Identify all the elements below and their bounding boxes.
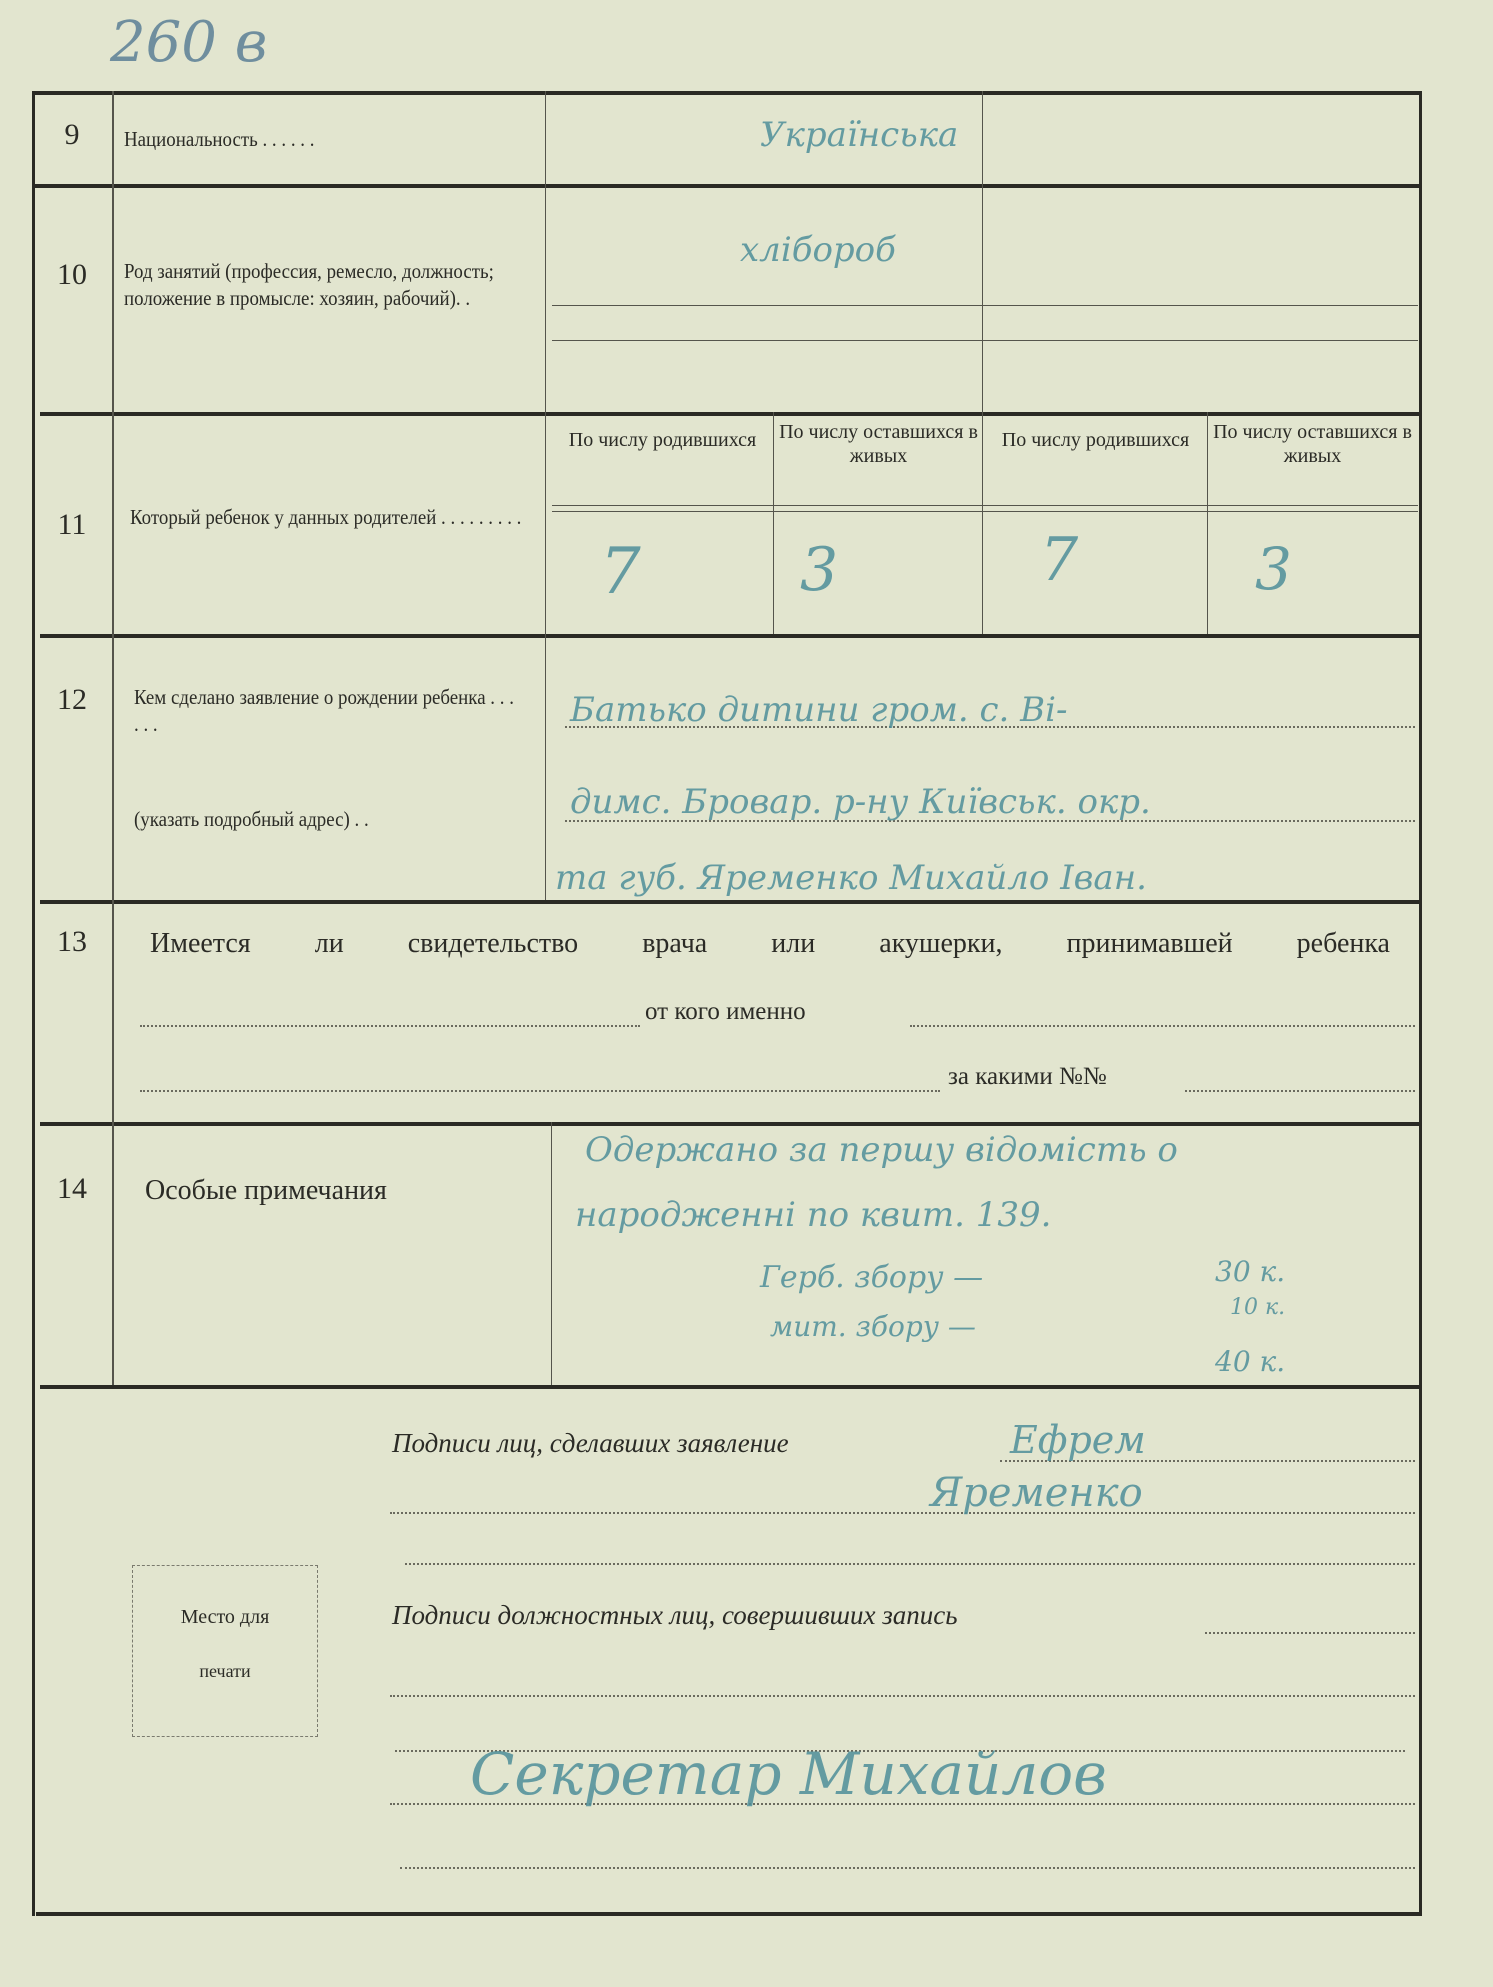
- child-order-label: Который ребенок у данных родителей . . . . . . . . .: [130, 505, 522, 529]
- seal-place-box: [132, 1565, 318, 1737]
- declarant-line: та губ. Яременко Михайло Іван.: [555, 858, 1147, 898]
- applicants-signature-label: Подписи лиц, сделавших заявление: [392, 1428, 789, 1458]
- amount: 30 к.: [1215, 1255, 1286, 1288]
- notes-line: народженні по квит. 139.: [575, 1195, 1052, 1235]
- row-number-9: 9: [64, 118, 80, 151]
- row-number-10: 10: [57, 258, 87, 291]
- address-label: (указать подробный адрес) . .: [134, 807, 369, 831]
- amount: 10 к.: [1230, 1295, 1286, 1320]
- row-number-11: 11: [57, 508, 87, 541]
- official-signature: Секретар Михайлов: [470, 1740, 1107, 1808]
- header-living: По числу оставшихся в живых: [1213, 421, 1412, 467]
- living-count: 3: [800, 535, 839, 605]
- certificate-question: Имеется ли свидетельство врача или акушерки, принимавшей ребенка: [150, 928, 1390, 959]
- living-count: 3: [1255, 535, 1292, 603]
- from-whom-label: от кого именно: [645, 998, 806, 1025]
- notes-label: Особые примечания: [145, 1175, 387, 1206]
- header-born: По числу родившихся: [568, 429, 757, 451]
- header-born: По числу родившихся: [1001, 429, 1190, 451]
- nationality-label: Национальность . . . . . .: [124, 127, 315, 151]
- row-number-12: 12: [57, 683, 87, 716]
- applicant-signature: Яременко: [930, 1470, 1143, 1516]
- notes-line: Герб. збору —: [760, 1260, 984, 1295]
- seal-place-label: печати: [199, 1661, 251, 1681]
- seal-place-label: Место для: [180, 1606, 270, 1628]
- declarant-label: Кем сделано заявление о рождении ребенка . . . . . .: [134, 685, 514, 736]
- notes-line: Одержано за першу відомість о: [585, 1130, 1178, 1170]
- numbers-label: за какими №№: [948, 1063, 1107, 1090]
- notes-line: мит. збору —: [770, 1310, 976, 1343]
- born-count: 7: [600, 535, 641, 609]
- row-number-14: 14: [57, 1172, 87, 1205]
- declarant-line: Батько дитини гром. с. Ві-: [570, 690, 1068, 730]
- officials-signature-label: Подписи должностных лиц, совершивших запись: [392, 1600, 958, 1630]
- occupation-value: хлібороб: [740, 230, 896, 270]
- born-count: 7: [1040, 525, 1079, 595]
- amount: 40 к.: [1215, 1345, 1286, 1378]
- nationality-value: Українська: [760, 115, 959, 155]
- applicant-signature: Ефрем: [1010, 1418, 1146, 1462]
- declarant-line: димс. Бровар. р-ну Київськ. окр.: [570, 782, 1151, 822]
- page-mark: 260 в: [110, 10, 268, 75]
- occupation-label: Род занятий (профессия, ремесло, должность; положение в промысле: хозяин, рабочий). .: [124, 259, 494, 310]
- row-number-13: 13: [57, 925, 87, 958]
- header-living: По числу оставшихся в живых: [779, 421, 978, 467]
